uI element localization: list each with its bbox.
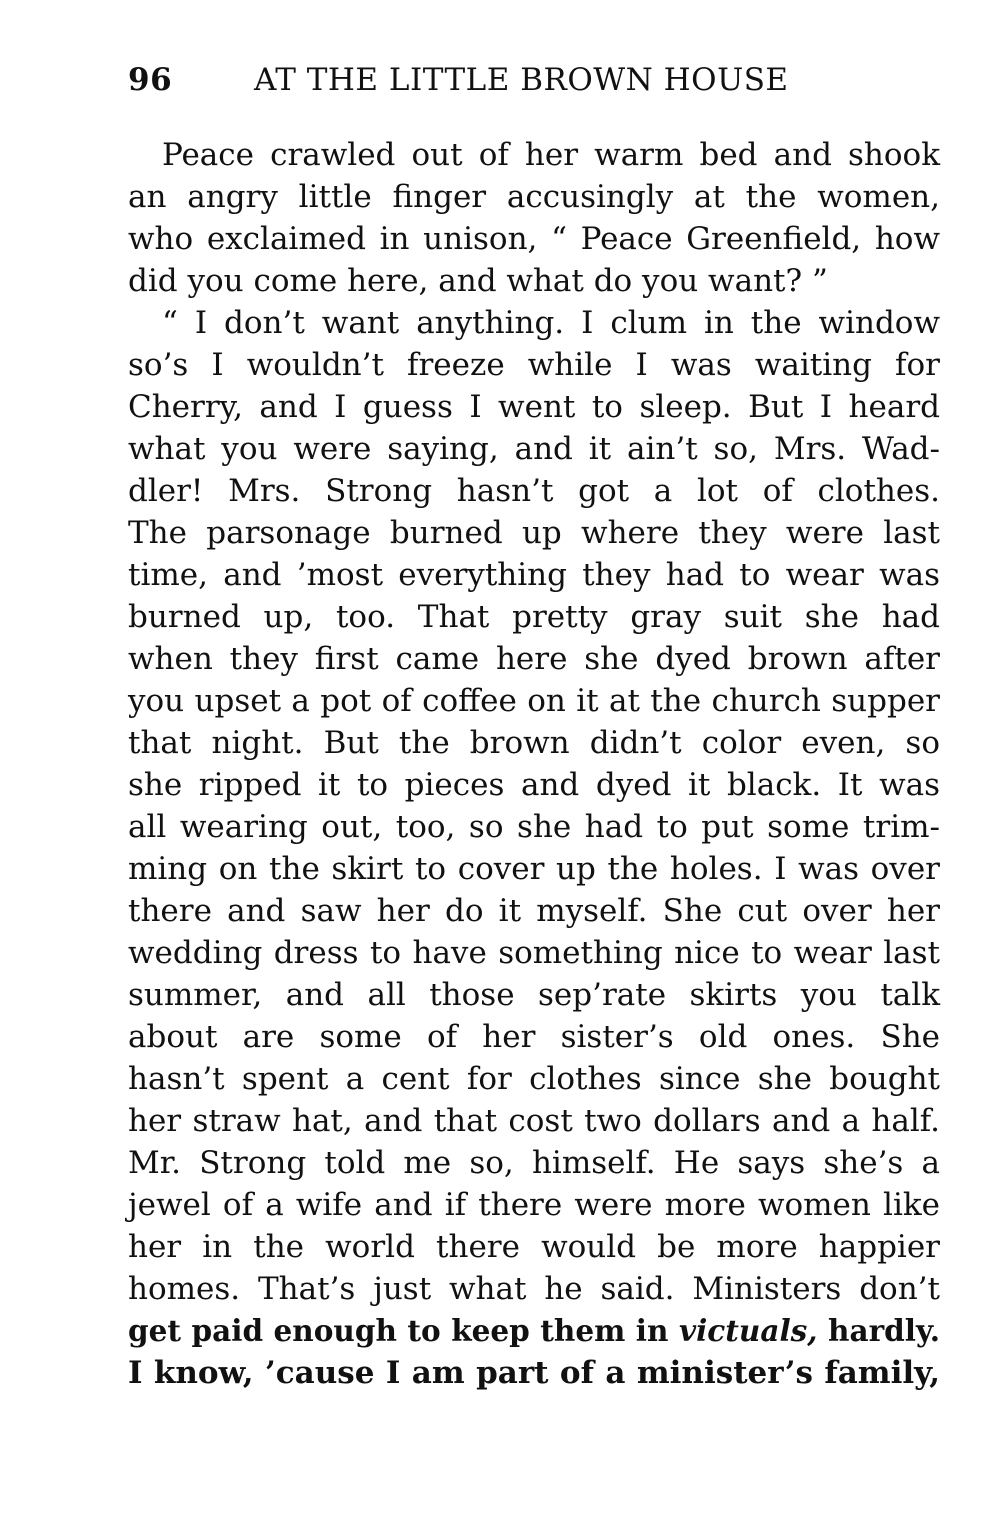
text-line: Peace crawled out of her warm bed and shook xyxy=(162,137,940,173)
text-segment: hardly. xyxy=(828,1313,940,1348)
text-line: so’s I wouldn’t freeze while I was waiting for xyxy=(128,347,940,383)
page-number: 96 xyxy=(128,62,173,98)
text-line: all wearing out, too, so she had to put some trim- xyxy=(128,809,940,845)
text-line: her in the world there would be more happier xyxy=(128,1229,940,1265)
text-line: she ripped it to pieces and dyed it black. It was xyxy=(128,767,940,803)
text-line: an angry little finger accusingly at the women, xyxy=(128,179,940,215)
text-line: ming on the skirt to cover up the holes. I was over xyxy=(128,851,940,887)
text-line: I know, ’cause I am part of a minister’s family, xyxy=(128,1355,940,1391)
italic-word: victuals, xyxy=(678,1313,818,1348)
text-line: what you were saying, and it ain’t so, Mrs. Wad- xyxy=(128,431,940,467)
text-line: homes. That’s just what he said. Ministers don’t xyxy=(128,1271,940,1307)
body-text xyxy=(128,134,940,1394)
text-line: The parsonage burned up where they were last xyxy=(128,515,940,551)
text-line xyxy=(128,1310,940,1352)
text-line: there and saw her do it myself. She cut over her xyxy=(128,893,940,929)
text-line: did you come here, and what do you want? ” xyxy=(128,263,828,299)
text-line: that night. But the brown didn’t color even, so xyxy=(128,725,940,761)
text-line: when they first came here she dyed brown after xyxy=(128,641,940,677)
text-line: wedding dress to have something nice to wear last xyxy=(128,935,940,971)
text-line: hasn’t spent a cent for clothes since she bought xyxy=(128,1061,940,1097)
text-line: “ I don’t want anything. I clum in the window xyxy=(162,305,940,341)
text-line: burned up, too. That pretty gray suit she had xyxy=(128,599,940,635)
text-line: Mr. Strong told me so, himself. He says she’s a xyxy=(128,1145,940,1181)
text-line: who exclaimed in unison, “ Peace Greenfield, how xyxy=(128,221,940,257)
text-line: jewel of a wife and if there were more women like xyxy=(128,1187,940,1223)
text-line: about are some of her sister’s old ones. She xyxy=(128,1019,940,1055)
text-line: dler! Mrs. Strong hasn’t got a lot of clothes. xyxy=(128,473,940,509)
text-line: her straw hat, and that cost two dollars and a half. xyxy=(128,1103,940,1139)
text-line: summer, and all those sep’rate skirts you talk xyxy=(128,977,940,1013)
text-line: you upset a pot of coffee on it at the church supper xyxy=(128,683,940,719)
text-segment: get paid enough to keep them in xyxy=(128,1313,669,1348)
text-line: time, and ’most everything they had to wear was xyxy=(128,557,940,593)
page-header xyxy=(128,58,948,102)
running-title: AT THE LITTLE BROWN HOUSE xyxy=(254,62,789,98)
text-line: Cherry, and I guess I went to sleep. But I heard xyxy=(128,389,940,425)
